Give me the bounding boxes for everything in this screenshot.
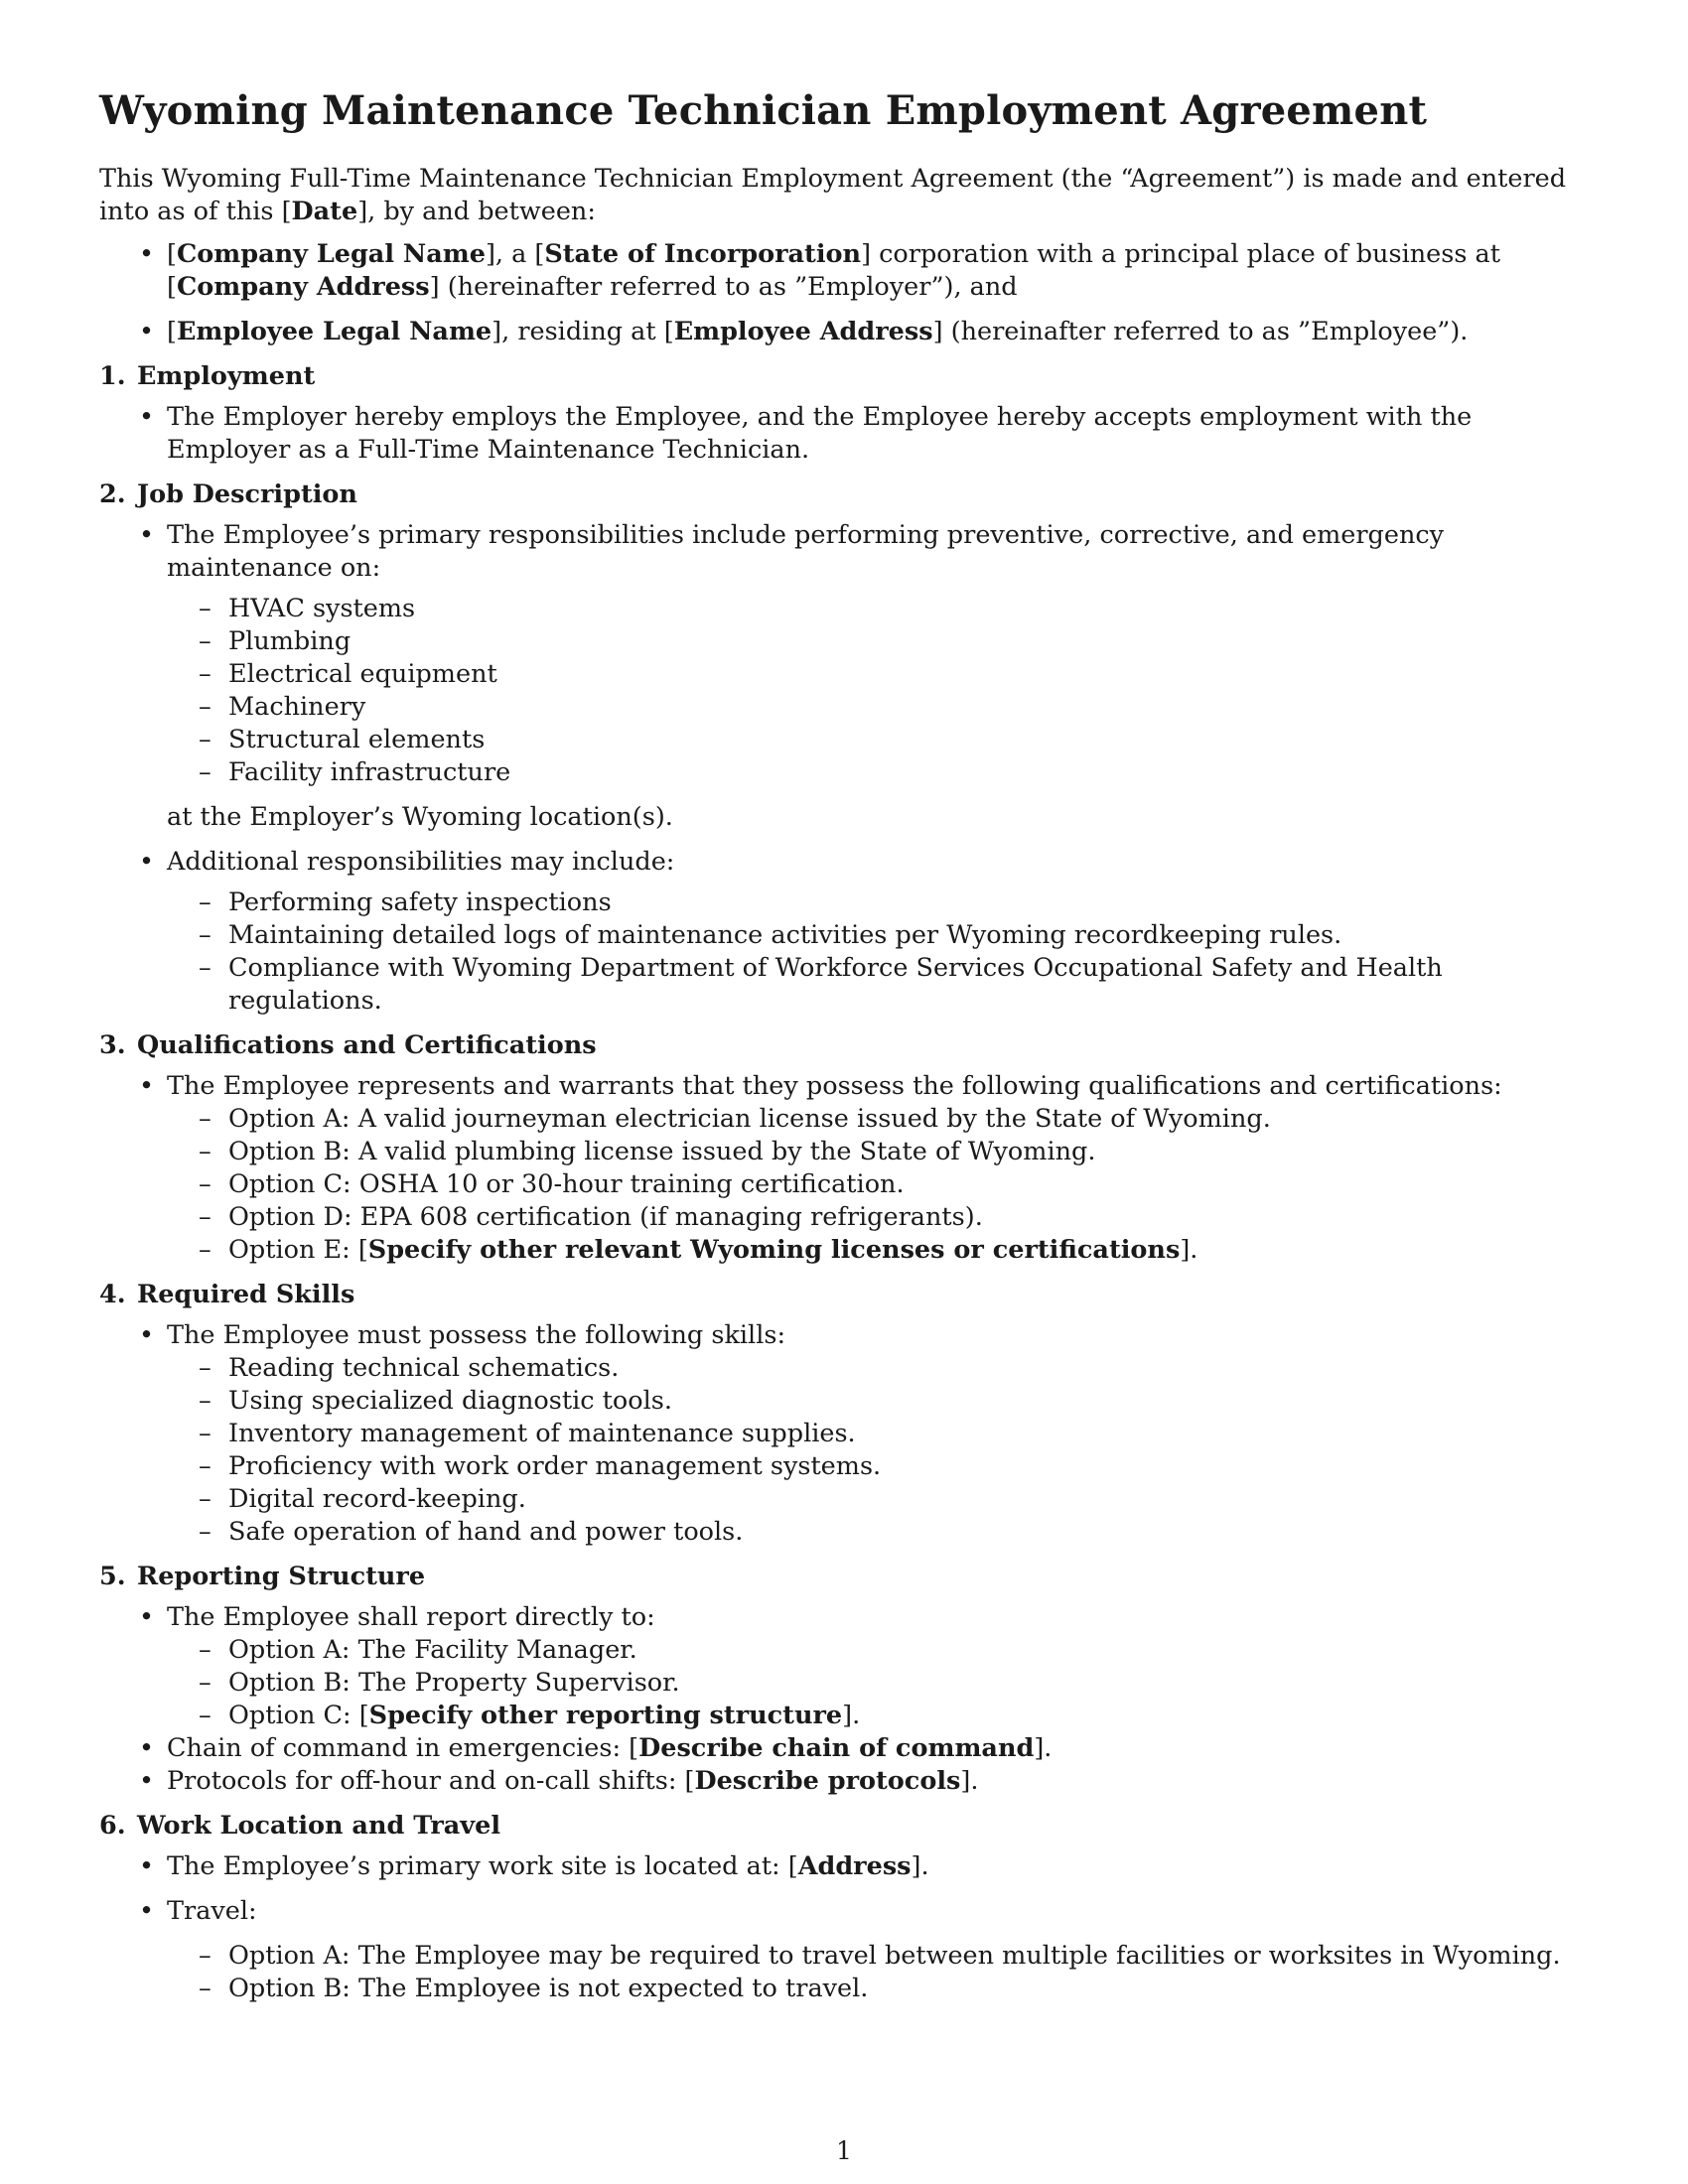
section-qualifications — [99, 1029, 1589, 1267]
document-title: Wyoming Maintenance Technician Employment Agreement — [99, 87, 1428, 134]
section-employment — [99, 360, 1589, 467]
company-address-placeholder: Company Address — [176, 272, 430, 302]
list-item: • Additional responsibilities may include: – Performing safety inspections – Maintaining detailed logs of maintenance activities per Wyoming recordkeeping rules. – Compliance with Wyoming Department of Workforce Services Occupational Safety and Health regulations. — [99, 846, 1589, 1018]
list-item: – Electrical equipment — [167, 658, 1589, 691]
protocols-placeholder: Describe protocols — [694, 1766, 961, 1796]
list-item-employee: • [Employee Legal Name], residing at [Employee Address] (hereinafter referred to as ”Employee”). — [99, 316, 1589, 348]
list-item: – Option D: EPA 608 certification (if managing refrigerants). — [167, 1201, 1589, 1234]
employee-name-placeholder: Employee Legal Name — [176, 317, 492, 346]
list-item-employer: • [Company Legal Name], a [State of Incorporation] corporation with a principal place of business at [Company Address] (hereinafter referred to as ”Employer”), and — [99, 238, 1589, 304]
section-job-description — [99, 478, 1589, 1018]
list-item: – Compliance with Wyoming Department of Workforce Services Occupational Safety and Health regulations. — [167, 952, 1589, 1018]
list-item: • The Employer hereby employs the Employee, and the Employee hereby accepts employment with the Employer as a Full-Time Maintenance Technician. — [99, 401, 1589, 467]
section-heading: 1. Employment — [99, 361, 316, 391]
page-number: 1 — [836, 2136, 852, 2165]
list-item: • The Employee must possess the following skills: – Reading technical schematics. – Using specialized diagnostic tools. – Inventory management of maintenance supplies. – Proficiency with work order management systems. – Digital record-keeping. – Safe operation of hand and power tools. — [99, 1319, 1589, 1549]
list-item: – Option A: The Employee may be required to travel between multiple facilities or worksites in Wyoming. — [167, 1940, 1589, 1973]
company-name-placeholder: Company Legal Name — [176, 239, 486, 269]
list-item: – Digital record-keeping. — [167, 1483, 1589, 1516]
list-item: – Inventory management of maintenance supplies. — [167, 1418, 1589, 1450]
list-item: – Maintaining detailed logs of maintenance activities per Wyoming recordkeeping rules. — [167, 919, 1589, 952]
list-item: – Plumbing — [167, 625, 1589, 658]
section-required-skills — [99, 1279, 1589, 1549]
list-item: • The Employee represents and warrants that they possess the following qualifications and certifications: – Option A: A valid journeyman electrician license issued by the State of Wyoming. – Option B: A valid plumbing license issued by the State of Wyoming. – Option C: OSHA 10 or 30-hour training certification. – Option D: EPA 608 certification (if managing refrigerants). – Option E: [Specify other relevant Wyoming licenses or certifications]. — [99, 1070, 1589, 1267]
list-item: – Option E: [Specify other relevant Wyoming licenses or certifications]. — [167, 1234, 1589, 1267]
list-item: – Safe operation of hand and power tools. — [167, 1516, 1589, 1549]
state-placeholder: State of Incorporation — [544, 239, 862, 269]
list-item: – Machinery — [167, 691, 1589, 724]
list-item: – Proficiency with work order management systems. — [167, 1450, 1589, 1483]
list-item: – Option B: The Employee is not expected to travel. — [167, 1973, 1589, 2005]
section-heading: 5. Reporting Structure — [99, 1562, 426, 1591]
list-item: – HVAC systems — [167, 593, 1589, 625]
list-item: – Structural elements — [167, 724, 1589, 756]
intro-paragraph: This Wyoming Full-Time Maintenance Technician Employment Agreement (the “Agreement”) is made and entered into as of this [Date], by and between: — [99, 164, 1567, 226]
list-item: • Protocols for off-hour and on-call shifts: [Describe protocols]. — [99, 1765, 1589, 1798]
date-placeholder: Date — [291, 197, 358, 226]
address-placeholder: Address — [797, 1851, 912, 1881]
list-item: – Option C: OSHA 10 or 30-hour training certification. — [167, 1168, 1589, 1201]
list-item: – Facility infrastructure — [167, 756, 1589, 789]
parties-list — [99, 238, 1589, 348]
section-heading: 3. Qualifications and Certifications — [99, 1030, 597, 1060]
list-item: • The Employee’s primary responsibilities include performing preventive, corrective, and emergency maintenance on: – HVAC systems – Plumbing – Electrical equipment – Machinery – Structural elements – Facility infrastructure at the Employer’s Wyoming location(s). — [99, 519, 1589, 834]
section-work-location — [99, 1810, 1589, 2005]
list-item: – Performing safety inspections — [167, 887, 1589, 919]
employee-address-placeholder: Employee Address — [673, 317, 933, 346]
list-item: – Option C: [Specify other reporting structure]. — [167, 1700, 1589, 1732]
list-item: • Chain of command in emergencies: [Describe chain of command]. — [99, 1732, 1589, 1765]
document-page — [99, 87, 1589, 2013]
list-item: – Option A: A valid journeyman electrician license issued by the State of Wyoming. — [167, 1103, 1589, 1136]
list-item: – Using specialized diagnostic tools. — [167, 1385, 1589, 1418]
section-heading: 4. Required Skills — [99, 1280, 355, 1309]
list-item: • The Employee’s primary work site is located at: [Address]. — [99, 1850, 1589, 1883]
list-item: – Option B: The Property Supervisor. — [167, 1667, 1589, 1700]
certifications-placeholder: Specify other relevant Wyoming licenses or certifications — [367, 1235, 1181, 1265]
list-item: • The Employee shall report directly to: – Option A: The Facility Manager. – Option B: The Property Supervisor. – Option C: [Specify other reporting structure]. — [99, 1601, 1589, 1732]
section-heading: 2. Job Description — [99, 479, 357, 509]
list-item: • Travel: – Option A: The Employee may be required to travel between multiple facilities or worksites in Wyoming. – Option B: The Employee is not expected to travel. — [99, 1895, 1589, 2005]
list-item: – Option A: The Facility Manager. — [167, 1634, 1589, 1667]
list-item: – Reading technical schematics. — [167, 1352, 1589, 1385]
chain-of-command-placeholder: Describe chain of command — [638, 1733, 1035, 1763]
list-item: – Option B: A valid plumbing license issued by the State of Wyoming. — [167, 1136, 1589, 1168]
section-heading: 6. Work Location and Travel — [99, 1811, 501, 1841]
section-reporting-structure — [99, 1561, 1589, 1798]
reporting-placeholder: Specify other reporting structure — [368, 1701, 843, 1730]
